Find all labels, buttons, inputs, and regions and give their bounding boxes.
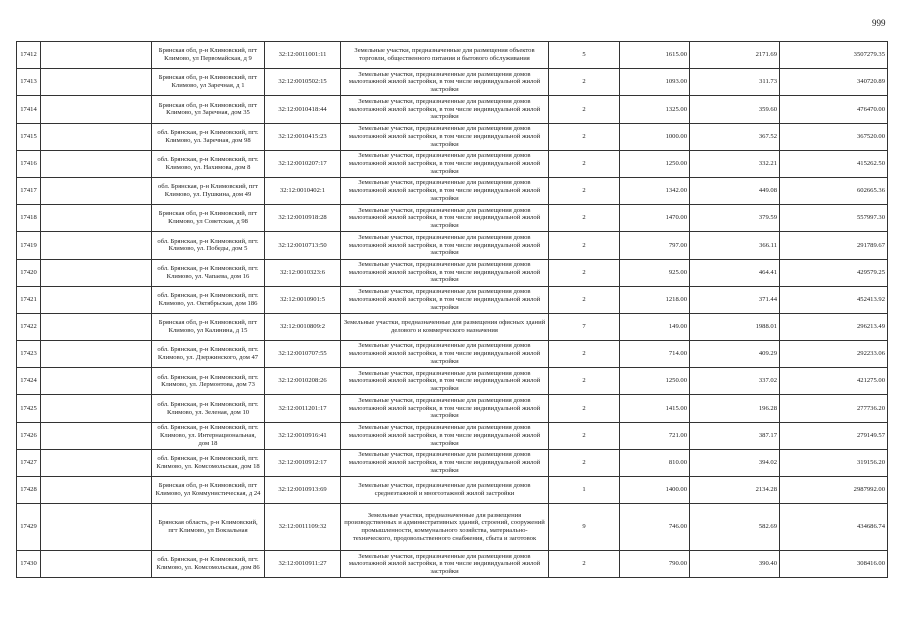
specific-value-cell: 394.02: [690, 449, 780, 476]
table-row: [17, 123, 888, 150]
specific-value-cell: 332.21: [690, 150, 780, 177]
blank-cell: [41, 69, 152, 96]
address-cell: обл. Брянская, р-н Климовский, пгт. Климово, ул. Дзержинского, дом 47: [152, 341, 265, 368]
group-number-cell: 2: [549, 551, 620, 578]
group-number-cell: 9: [549, 504, 620, 551]
cadastral-value-cell: 429579.25: [780, 259, 888, 286]
table-row: [17, 205, 888, 232]
land-use-cell: Земельные участки, предназначенные для размещения домов малоэтажной жилой застройки, в том числе индивидуальной жилой застройки: [341, 551, 549, 578]
page-number: 999: [872, 18, 886, 28]
cadastral-value-cell: 340720.89: [780, 69, 888, 96]
area-cell: 1250.00: [620, 150, 690, 177]
cadastral-number-cell: 32:12:0011201:17: [265, 395, 341, 422]
blank-cell: [41, 205, 152, 232]
cadastral-value-cell: 296213.49: [780, 313, 888, 340]
blank-cell: [41, 42, 152, 69]
specific-value-cell: 337.02: [690, 368, 780, 395]
specific-value-cell: 464.41: [690, 259, 780, 286]
area-cell: 1250.00: [620, 368, 690, 395]
cadastral-number-cell: 32:12:0011001:11: [265, 42, 341, 69]
cadastral-number-cell: 32:12:0010208:26: [265, 368, 341, 395]
specific-value-cell: 390.40: [690, 551, 780, 578]
specific-value-cell: 367.52: [690, 123, 780, 150]
table-row: [17, 69, 888, 96]
land-use-cell: Земельные участки, предназначенные для размещения домов малоэтажной жилой застройки, в том числе индивидуальной жилой застройки: [341, 232, 549, 259]
land-use-cell: Земельные участки, предназначенные для размещения домов малоэтажной жилой застройки, в том числе индивидуальной жилой застройки: [341, 395, 549, 422]
cadastral-number-cell: 32:12:0010415:23: [265, 123, 341, 150]
cadastral-value-cell: 367520.00: [780, 123, 888, 150]
cadastral-number-cell: 32:12:0010707:55: [265, 341, 341, 368]
row-number-cell: 17412: [17, 42, 41, 69]
group-number-cell: 7: [549, 313, 620, 340]
address-cell: обл. Брянская, р-н Климовский, пгт. Климово, ул. Зеленая, дом 10: [152, 395, 265, 422]
specific-value-cell: 379.59: [690, 205, 780, 232]
table-row: [17, 395, 888, 422]
area-cell: 714.00: [620, 341, 690, 368]
cadastral-number-cell: 32:12:0010402:1: [265, 177, 341, 204]
row-number-cell: 17425: [17, 395, 41, 422]
cadastral-value-cell: 421275.00: [780, 368, 888, 395]
cadastral-number-cell: 32:12:0010916:41: [265, 422, 341, 449]
specific-value-cell: 359.60: [690, 96, 780, 123]
row-number-cell: 17426: [17, 422, 41, 449]
table-row: [17, 341, 888, 368]
group-number-cell: 5: [549, 42, 620, 69]
blank-cell: [41, 232, 152, 259]
row-number-cell: 17430: [17, 551, 41, 578]
area-cell: 1400.00: [620, 477, 690, 504]
table-row: [17, 96, 888, 123]
row-number-cell: 17424: [17, 368, 41, 395]
group-number-cell: 2: [549, 449, 620, 476]
area-cell: 790.00: [620, 551, 690, 578]
row-number-cell: 17415: [17, 123, 41, 150]
cadastral-value-cell: 602665.36: [780, 177, 888, 204]
blank-cell: [41, 259, 152, 286]
specific-value-cell: 2171.69: [690, 42, 780, 69]
group-number-cell: 2: [549, 96, 620, 123]
row-number-cell: 17416: [17, 150, 41, 177]
specific-value-cell: 366.11: [690, 232, 780, 259]
address-cell: обл. Брянская, р-н Климовский, пгт. Климово, ул. Чапаева, дом 16: [152, 259, 265, 286]
row-number-cell: 17419: [17, 232, 41, 259]
area-cell: 746.00: [620, 504, 690, 551]
row-number-cell: 17420: [17, 259, 41, 286]
cadastral-number-cell: 32:12:0010502:15: [265, 69, 341, 96]
blank-cell: [41, 313, 152, 340]
specific-value-cell: 449.08: [690, 177, 780, 204]
blank-cell: [41, 150, 152, 177]
group-number-cell: 2: [549, 177, 620, 204]
cadastral-value-cell: 308416.00: [780, 551, 888, 578]
row-number-cell: 17428: [17, 477, 41, 504]
area-cell: 925.00: [620, 259, 690, 286]
blank-cell: [41, 286, 152, 313]
land-use-cell: Земельные участки, предназначенные для размещения домов малоэтажной жилой застройки, в том числе индивидуальной жилой застройки: [341, 69, 549, 96]
cadastral-number-cell: 32:12:0011109:32: [265, 504, 341, 551]
cadastral-value-cell: 557997.30: [780, 205, 888, 232]
cadastral-number-cell: 32:12:0010911:27: [265, 551, 341, 578]
table-row: [17, 449, 888, 476]
group-number-cell: 2: [549, 422, 620, 449]
land-use-cell: Земельные участки, предназначенные для размещения офисных зданий делового и коммерческого назначения: [341, 313, 549, 340]
specific-value-cell: 1988.01: [690, 313, 780, 340]
table-row: [17, 232, 888, 259]
land-use-cell: Земельные участки, предназначенные для размещения домов малоэтажной жилой застройки, в том числе индивидуальной жилой застройки: [341, 123, 549, 150]
address-cell: обл. Брянская, р-н Климовский, пгт Климово, ул. Пушкина, дом 49: [152, 177, 265, 204]
cadastral-value-cell: 319156.20: [780, 449, 888, 476]
cadastral-number-cell: 32:12:0010323:6: [265, 259, 341, 286]
address-cell: Брянская обл, р-н Климовский, пгт Климово, ул Советская, д 98: [152, 205, 265, 232]
specific-value-cell: 387.17: [690, 422, 780, 449]
address-cell: обл. Брянская, р-н Климовский, пгт. Климово, ул. Комсомольская, дом 86: [152, 551, 265, 578]
row-number-cell: 17422: [17, 313, 41, 340]
land-use-cell: Земельные участки, предназначенные для размещения домов малоэтажной жилой застройки, в том числе индивидуальной жилой застройки: [341, 150, 549, 177]
table-row: [17, 150, 888, 177]
group-number-cell: 1: [549, 477, 620, 504]
address-cell: Брянская обл, р-н Климовский, пгт Климово, ул Калинина, д 15: [152, 313, 265, 340]
group-number-cell: 2: [549, 395, 620, 422]
blank-cell: [41, 123, 152, 150]
group-number-cell: 2: [549, 123, 620, 150]
address-cell: Брянская обл, р-н Климовский, пгт Климово, ул Коммунистическая, д 24: [152, 477, 265, 504]
specific-value-cell: 196.28: [690, 395, 780, 422]
specific-value-cell: 371.44: [690, 286, 780, 313]
row-number-cell: 17417: [17, 177, 41, 204]
specific-value-cell: 311.73: [690, 69, 780, 96]
area-cell: 1093.00: [620, 69, 690, 96]
land-use-cell: Земельные участки, предназначенные для размещения объектов торговли, общественного питания и бытового обслуживания: [341, 42, 549, 69]
blank-cell: [41, 449, 152, 476]
land-use-cell: Земельные участки, предназначенные для размещения домов малоэтажной жилой застройки, в том числе индивидуальной жилой застройки: [341, 368, 549, 395]
group-number-cell: 2: [549, 205, 620, 232]
blank-cell: [41, 341, 152, 368]
blank-cell: [41, 368, 152, 395]
land-use-cell: Земельные участки, предназначенные для размещения домов малоэтажной жилой застройки, в том числе индивидуальной жилой застройки: [341, 449, 549, 476]
row-number-cell: 17421: [17, 286, 41, 313]
table-row: [17, 286, 888, 313]
group-number-cell: 2: [549, 69, 620, 96]
blank-cell: [41, 551, 152, 578]
cadastral-value-cell: 277736.20: [780, 395, 888, 422]
cadastral-value-cell: 3507279.35: [780, 42, 888, 69]
row-number-cell: 17429: [17, 504, 41, 551]
specific-value-cell: 582.69: [690, 504, 780, 551]
cadastral-number-cell: 32:12:0010809:2: [265, 313, 341, 340]
land-use-cell: Земельные участки, предназначенные для размещения домов малоэтажной жилой застройки, в том числе индивидуальной жилой застройки: [341, 96, 549, 123]
land-use-cell: Земельные участки, предназначенные для размещения домов малоэтажной жилой застройки, в том числе индивидуальной жилой застройки: [341, 259, 549, 286]
cadastral-value-cell: 434686.74: [780, 504, 888, 551]
table-row: [17, 313, 888, 340]
land-use-cell: Земельные участки, предназначенные для размещения домов малоэтажной жилой застройки, в том числе индивидуальной жилой застройки: [341, 205, 549, 232]
address-cell: Брянская обл, р-н Климовский, пгт Климово, ул Заречная, дом 35: [152, 96, 265, 123]
area-cell: 1470.00: [620, 205, 690, 232]
area-cell: 797.00: [620, 232, 690, 259]
cadastral-number-cell: 32:12:0010918:28: [265, 205, 341, 232]
area-cell: 721.00: [620, 422, 690, 449]
row-number-cell: 17413: [17, 69, 41, 96]
blank-cell: [41, 422, 152, 449]
cadastral-number-cell: 32:12:0010207:17: [265, 150, 341, 177]
group-number-cell: 2: [549, 341, 620, 368]
area-cell: 1415.00: [620, 395, 690, 422]
cadastral-number-cell: 32:12:0010913:69: [265, 477, 341, 504]
table-row: [17, 259, 888, 286]
address-cell: Брянская обл, р-н Климовский, пгт Климово, ул Заречная, д 1: [152, 69, 265, 96]
blank-cell: [41, 477, 152, 504]
cadastral-number-cell: 32:12:0010713:50: [265, 232, 341, 259]
area-cell: 149.00: [620, 313, 690, 340]
group-number-cell: 2: [549, 150, 620, 177]
table-row: [17, 551, 888, 578]
area-cell: 1325.00: [620, 96, 690, 123]
address-cell: обл. Брянская, р-н Климовский, пгт. Климово, ул. Заречная, дом 98: [152, 123, 265, 150]
land-use-cell: Земельные участки, предназначенные для размещения домов малоэтажной жилой застройки, в том числе индивидуальной жилой застройки: [341, 177, 549, 204]
land-use-cell: Земельные участки, предназначенные для размещения домов среднеэтажной и многоэтажной жилой застройки: [341, 477, 549, 504]
table-row: [17, 42, 888, 69]
blank-cell: [41, 177, 152, 204]
area-cell: 1342.00: [620, 177, 690, 204]
area-cell: 810.00: [620, 449, 690, 476]
land-use-cell: Земельные участки, предназначенные для размещения производственных и административных зданий, строений, сооружений промышленности, коммунального хозяйства, материально-технического, продовольственного снабжения, сбыта и заготовок: [341, 504, 549, 551]
group-number-cell: 2: [549, 232, 620, 259]
table-row: [17, 477, 888, 504]
blank-cell: [41, 96, 152, 123]
group-number-cell: 2: [549, 286, 620, 313]
cadastral-number-cell: 32:12:0010901:5: [265, 286, 341, 313]
cadastral-value-table: [16, 41, 888, 578]
address-cell: обл. Брянская, р-н Климовский, пгт. Климово, ул. Комсомольская, дом 18: [152, 449, 265, 476]
address-cell: обл. Брянская, р-н Климовский, пгт. Климово, ул. Октябрьская, дом 186: [152, 286, 265, 313]
group-number-cell: 2: [549, 368, 620, 395]
group-number-cell: 2: [549, 259, 620, 286]
cadastral-value-cell: 292233.06: [780, 341, 888, 368]
land-use-cell: Земельные участки, предназначенные для размещения домов малоэтажной жилой застройки, в том числе индивидуальной жилой застройки: [341, 341, 549, 368]
row-number-cell: 17423: [17, 341, 41, 368]
table-row: [17, 504, 888, 551]
table-body: [17, 42, 888, 578]
address-cell: обл. Брянская, р-н Климовский, пгт. Климово, ул. Интернациональная, дом 18: [152, 422, 265, 449]
address-cell: обл. Брянская, р-н Климовский, пгт. Климово, ул. Лермонтова, дом 73: [152, 368, 265, 395]
cadastral-number-cell: 32:12:0010912:17: [265, 449, 341, 476]
address-cell: обл. Брянская, р-н Климовский, пгт. Климово, ул. Нахимова, дом 8: [152, 150, 265, 177]
table-row: [17, 422, 888, 449]
blank-cell: [41, 504, 152, 551]
cadastral-value-cell: 415262.50: [780, 150, 888, 177]
cadastral-value-cell: 476470.00: [780, 96, 888, 123]
row-number-cell: 17418: [17, 205, 41, 232]
cadastral-value-cell: 279149.57: [780, 422, 888, 449]
table-row: [17, 177, 888, 204]
specific-value-cell: 2134.28: [690, 477, 780, 504]
cadastral-number-cell: 32:12:0010418:44: [265, 96, 341, 123]
cadastral-value-cell: 452413.92: [780, 286, 888, 313]
cadastral-value-cell: 291789.67: [780, 232, 888, 259]
address-cell: Брянская обл, р-н Климовский, пгт Климово, ул Первомайская, д 9: [152, 42, 265, 69]
cadastral-value-cell: 2987992.00: [780, 477, 888, 504]
area-cell: 1000.00: [620, 123, 690, 150]
row-number-cell: 17414: [17, 96, 41, 123]
address-cell: Брянская область, р-н Климовский, пгт Климово, ул Вокзальная: [152, 504, 265, 551]
land-use-cell: Земельные участки, предназначенные для размещения домов малоэтажной жилой застройки, в том числе индивидуальной жилой застройки: [341, 286, 549, 313]
specific-value-cell: 409.29: [690, 341, 780, 368]
area-cell: 1615.00: [620, 42, 690, 69]
area-cell: 1218.00: [620, 286, 690, 313]
table-row: [17, 368, 888, 395]
blank-cell: [41, 395, 152, 422]
address-cell: обл. Брянская, р-н Климовский, пгт. Климово, ул. Победы, дом 5: [152, 232, 265, 259]
land-use-cell: Земельные участки, предназначенные для размещения домов малоэтажной жилой застройки, в том числе индивидуальной жилой застройки: [341, 422, 549, 449]
row-number-cell: 17427: [17, 449, 41, 476]
